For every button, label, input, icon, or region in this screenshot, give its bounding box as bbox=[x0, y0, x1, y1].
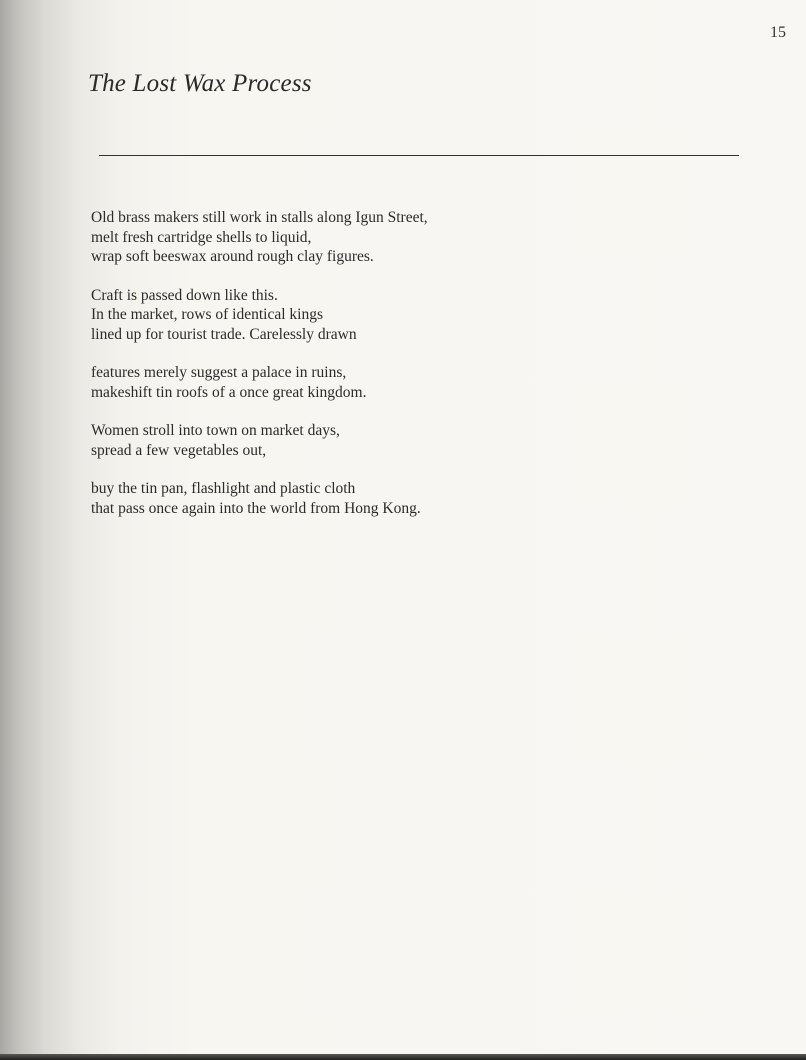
stanza-5 bbox=[91, 479, 651, 518]
poem-line: Old brass makers still work in stalls along Igun Street, bbox=[91, 209, 428, 226]
poem-body bbox=[91, 208, 651, 537]
poem-line: features merely suggest a palace in ruins, bbox=[91, 364, 347, 381]
poem-line: Women stroll into town on market days, bbox=[91, 422, 340, 439]
stanza-2 bbox=[91, 286, 651, 345]
stanza-1 bbox=[91, 208, 651, 267]
poem-line: melt fresh cartridge shells to liquid, bbox=[91, 228, 312, 246]
poem-line: lined up for tourist trade. Carelessly drawn bbox=[91, 325, 357, 343]
title-rule bbox=[99, 155, 739, 156]
poem-line: Craft is passed down like this. bbox=[91, 286, 278, 304]
stanza-4 bbox=[91, 421, 651, 460]
stanza-3 bbox=[91, 363, 651, 402]
poem-line: wrap soft beeswax around rough clay figures. bbox=[91, 248, 374, 265]
page-number: 15 bbox=[770, 24, 786, 41]
poem-line: spread a few vegetables out, bbox=[91, 441, 267, 459]
poem-line: that pass once again into the world from Hong Kong. bbox=[91, 499, 421, 517]
poem-line: makeshift tin roofs of a once great kingdom. bbox=[91, 383, 367, 401]
page-bottom-edge bbox=[0, 1054, 806, 1060]
poem-line: buy the tin pan, flashlight and plastic cloth bbox=[91, 480, 356, 497]
poem-line: In the market, rows of identical kings bbox=[91, 306, 324, 323]
poem-title: The Lost Wax Process bbox=[88, 70, 312, 97]
